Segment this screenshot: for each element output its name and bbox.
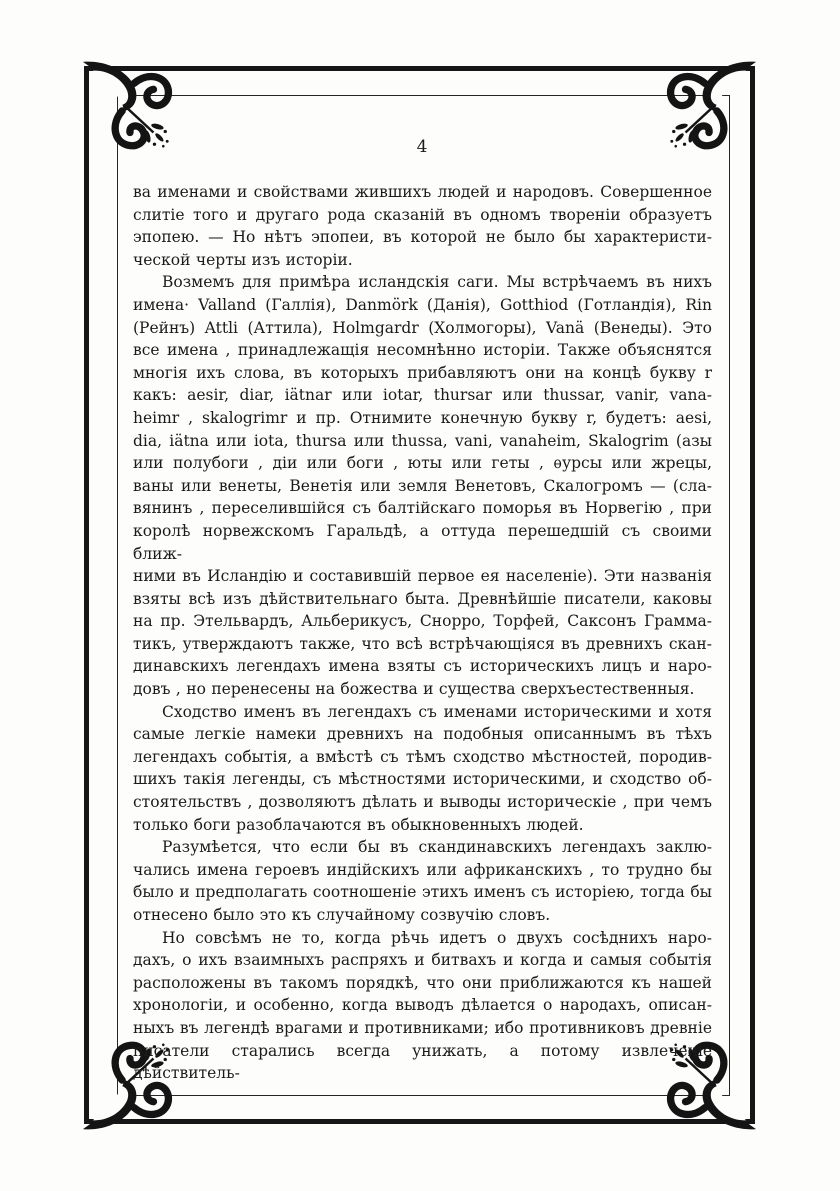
- text-line: писатели старались всегда унижать, а потому извлеченіе дѣйствитель-: [133, 1041, 712, 1083]
- text-line: многія ихъ слова, въ которыхъ прибавляютъ они на концѣ букву r: [133, 363, 712, 382]
- text-line: динавскихъ легендахъ имена взяты съ историческихъ лицъ и наро-: [133, 657, 712, 676]
- text-line: шихъ такія легенды, съ мѣстностями историческими, и сходство об-: [133, 770, 712, 789]
- paragraph: [133, 271, 712, 700]
- text-line: dia, iätna или iota, thursa или thussa, vani, vanaheim, Skalogrim (азы: [133, 431, 712, 450]
- text-line: взяты всѣ изъ дѣйствительнаго быта. Древнѣйшіе писатели, каковы: [133, 589, 712, 608]
- paragraph: [133, 701, 712, 837]
- text-line: расположены въ такомъ порядкѣ, что они приближаются къ нашей: [133, 973, 712, 992]
- text-line: ческой черты изъ исторіи.: [133, 250, 353, 269]
- text-line: ними въ Исландію и составившій первое ея населеніе). Эти названія: [133, 567, 712, 586]
- text-line: эпопею. — Но нѣтъ эпопеи, въ которой не было бы характеристи-: [133, 228, 712, 247]
- text-line: королѣ норвежскомъ Гаральдѣ, а оттуда перешедшій съ своими ближ-: [133, 521, 712, 563]
- text-line: все имена , принадлежащія несомнѣнно исторіи. Также объяснятся: [133, 341, 712, 360]
- text-line: heimr , skalogrimr и пр. Отнимите конечную букву r, будетъ: aesi,: [133, 408, 712, 427]
- text-line: стоятельствъ , дозволяютъ дѣлать и выводы историческіе , при чемъ: [133, 793, 712, 812]
- text-line: самые легкіе намеки древнихъ на подобныя описаннымъ въ тѣхъ: [133, 725, 712, 744]
- page-number: 4: [416, 137, 429, 157]
- text-line: ныхъ въ легендѣ врагами и противниками; ибо противниковъ древніе: [133, 1018, 712, 1037]
- paragraph: [133, 181, 712, 271]
- paragraph: [133, 927, 712, 1085]
- text-line: только боги разоблачаются въ обыкновенныхъ людей.: [133, 815, 584, 834]
- text-line: или полубоги , діи или боги , юты или геты , ѳурсы или жрецы,: [133, 454, 712, 473]
- text-line: вянинъ , переселившійся съ балтійскаго поморья въ Норвегію , при: [133, 499, 712, 518]
- text-line: (Рейнъ) Attli (Аттила), Holmgardr (Холмогоры), Vanä (Венеды). Это: [133, 318, 712, 337]
- text-line: Разумѣется, что если бы въ скандинавскихъ легендахъ заклю-: [162, 838, 712, 857]
- text-line: Сходство именъ въ легендахъ съ именами историческими и хотя: [162, 702, 712, 721]
- text-line: чались имена героевъ индійскихъ или африканскихъ , то трудно бы: [133, 860, 712, 879]
- text-line: было и предполагать соотношеніе этихъ именъ съ исторіею, тогда бы: [133, 883, 712, 902]
- text-line: хронологіи, и особенно, когда выводъ дѣлается о народахъ, описан-: [133, 996, 712, 1015]
- text-line: ва именами и свойствами жившихъ людей и народовъ. Совершенное: [133, 183, 712, 201]
- body-text: [133, 181, 712, 1085]
- text-line: на пр. Этельвардъ, Альберикусъ, Снорро, Торфей, Саксонъ Грамма-: [133, 612, 712, 631]
- text-line: Но совсѣмъ не то, когда рѣчь идетъ о двухъ сосѣднихъ наро-: [162, 928, 712, 947]
- text-line: имена· Valland (Галлія), Danmörk (Данія), Gotthiod (Готландія), Rin: [133, 295, 712, 314]
- paragraph: [133, 836, 712, 926]
- text-line: довъ , но перенесены на божества и существа сверхъестественныя.: [133, 680, 695, 699]
- text-line: какъ: aesir, diar, iätnar или iotar, thursar или thussar, vanir, vana-: [133, 386, 712, 405]
- text-line: ваны или венеты, Венетія или земля Венетовъ, Скалогромъ — (сла-: [133, 476, 712, 495]
- text-line: слитіе того и другаго рода сказаній въ одномъ твореніи образуетъ: [133, 205, 712, 224]
- text-line: Возмемъ для примѣра исландскія саги. Мы встрѣчаемъ въ нихъ: [162, 273, 712, 292]
- text-line: тикъ, утверждаютъ также, что всѣ встрѣчающіяся въ древнихъ скан-: [133, 634, 712, 653]
- text-line: отнесено было это къ случайному созвучію словъ.: [133, 906, 551, 924]
- text-line: дахъ, о ихъ взаимныхъ распряхъ и битвахъ и когда и самыя событія: [133, 951, 712, 970]
- text-line: легендахъ событія, а вмѣстѣ съ тѣмъ сходство мѣстностей, породив-: [133, 747, 712, 766]
